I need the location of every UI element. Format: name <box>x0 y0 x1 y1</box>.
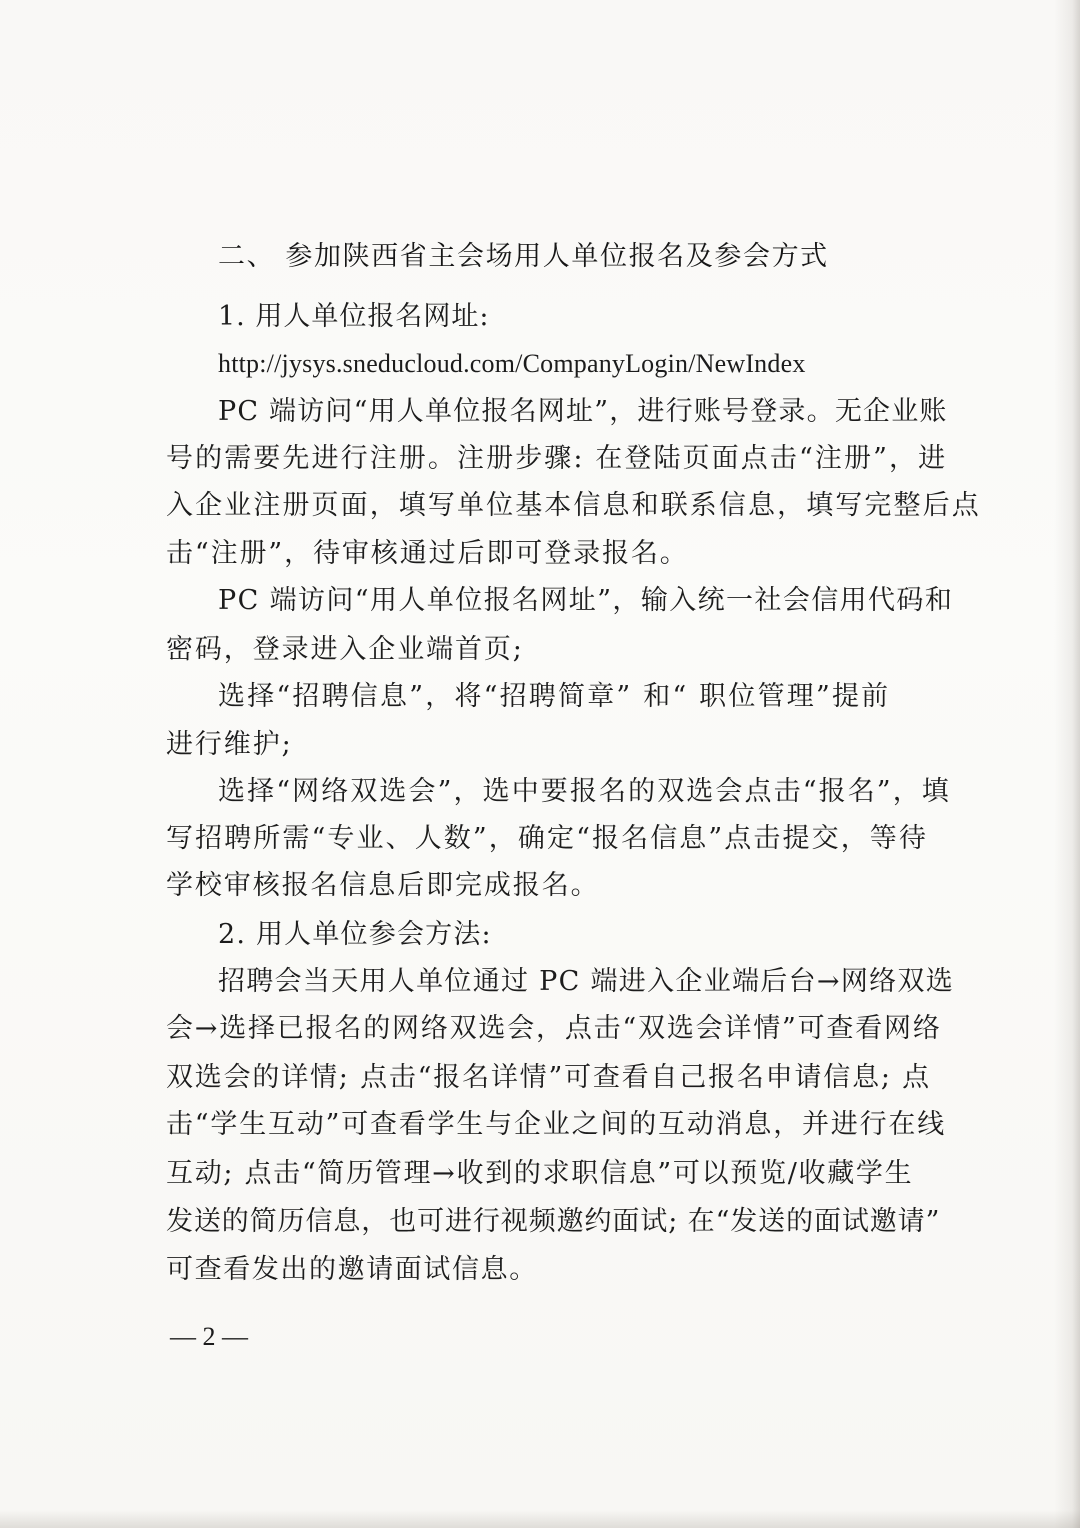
paragraph-line: 选择“招聘信息”，将“招聘简章” 和“ 职位管理”提前 <box>218 681 891 712</box>
paragraph-line: 招聘会当天用人单位通过 PC 端进入企业端后台→网络双选 <box>218 966 955 997</box>
paragraph-line: 密码，登录进入企业端首页; <box>166 634 524 665</box>
paragraph-line: 学校审核报名信息后即完成报名。 <box>166 870 600 901</box>
paragraph-line: 击“注册”，待审核通过后即可登录报名。 <box>166 538 689 569</box>
paragraph-line: PC 端访问“用人单位报名网址”，输入统一社会信用代码和 <box>218 585 954 616</box>
section-heading: 二、 参加陕西省主会场用人单位报名及参会方式 <box>218 241 829 272</box>
registration-url: http://jysys.sneducloud.com/CompanyLogin/NewIndex <box>218 349 806 378</box>
paragraph-line: 进行维护; <box>166 729 293 760</box>
paragraph-line: 双选会的详情; 点击“报名详情”可查看自己报名申请信息; 点 <box>166 1062 931 1093</box>
paragraph-line: 号的需要先进行注册。注册步骤: 在登陆页面点击“注册”，进 <box>166 443 948 474</box>
paragraph-line: 击“学生互动”可查看学生与企业之间的互动消息，并进行在线 <box>166 1109 947 1140</box>
paragraph-line: 会→选择已报名的网络双选会，点击“双选会详情”可查看网络 <box>166 1013 942 1044</box>
paragraph-line: 可查看发出的邀请面试信息。 <box>166 1254 538 1285</box>
paragraph-line: 入企业注册页面，填写单位基本信息和联系信息，填写完整后点 <box>166 490 981 521</box>
page-number: — 2 — <box>170 1322 248 1351</box>
page-edge-shadow <box>1054 0 1080 1528</box>
page-bottom-shadow <box>0 1510 1080 1528</box>
paragraph-line: 选择“网络双选会”，选中要报名的双选会点击“报名”，填 <box>218 776 951 807</box>
paragraph-line: 写招聘所需“专业、人数”，确定“报名信息”点击提交，等待 <box>166 823 929 854</box>
paragraph-line: 互动; 点击“简历管理→收到的求职信息”可以预览/收藏学生 <box>166 1158 914 1189</box>
item1-title: 1. 用人单位报名网址: <box>218 301 490 332</box>
paragraph-line: 发送的简历信息，也可进行视频邀约面试; 在“发送的面试邀请” <box>166 1206 941 1237</box>
paragraph-line: PC 端访问“用人单位报名网址”，进行账号登录。无企业账 <box>218 396 948 427</box>
item2-title: 2. 用人单位参会方法: <box>218 919 492 950</box>
